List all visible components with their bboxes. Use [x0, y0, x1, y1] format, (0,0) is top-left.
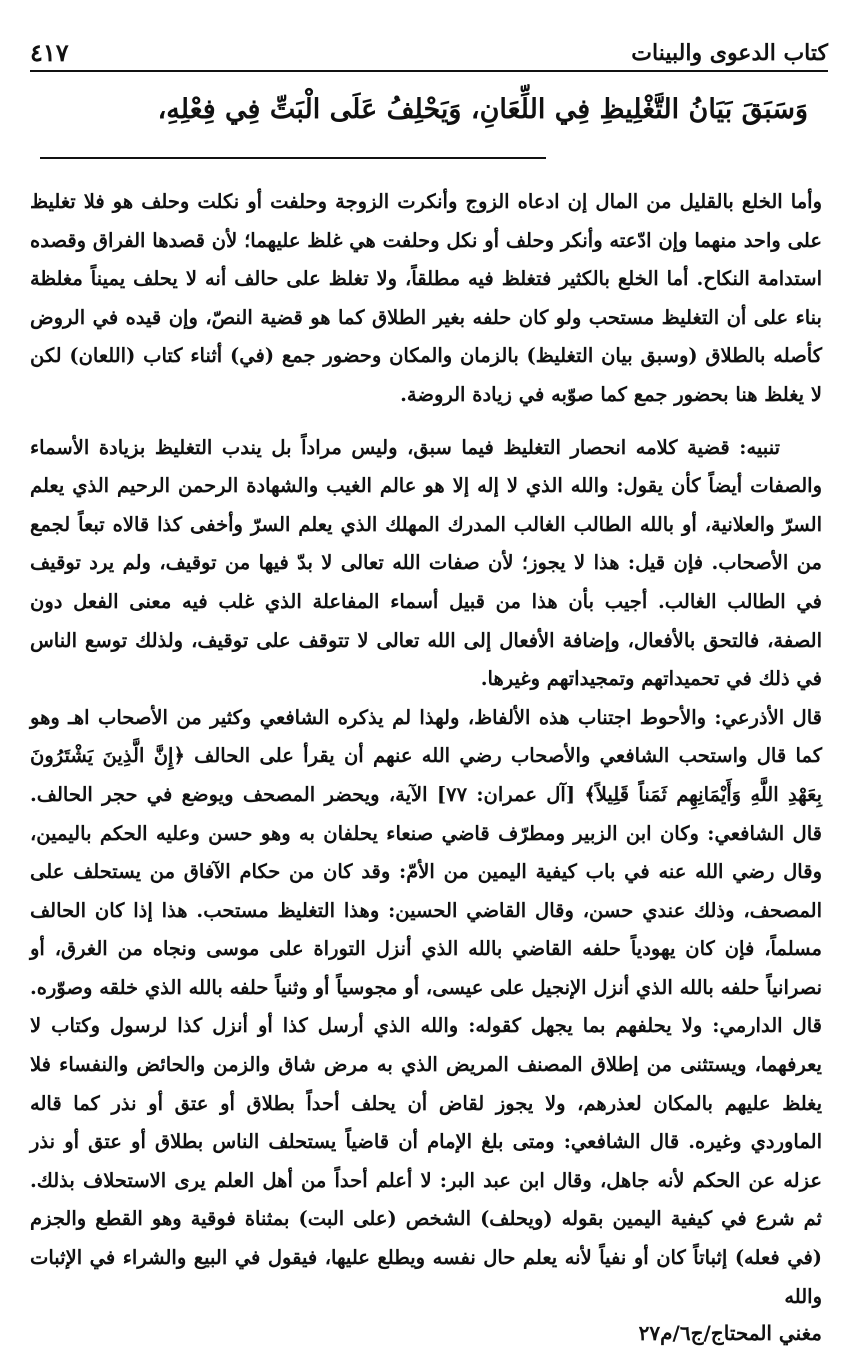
page-header: [30, 28, 828, 72]
commentary-paragraph-tanbih: تنبيه: قضية كلامه انحصار التغليظ فيما سبق، وليس مراداً بل يندب التغليظ بزيادة الأسماء والصفات أيضاً كأن يقول: والله الذي لا إله إلا هو عالم الغيب والشهادة الرحمن الرحيم الذي يعلم السرّ والعلانية، أو بالله الطالب الغالب المدرك المهلك الذي يعلم السرّ وأخفى كذا قالاه تبعاً لجمع من الأصحاب. فإن قيل: هذا لا يجوز؛ لأن صفات الله تعالى لا بدّ فيها من توقيف، ولم يرد توقيف في الطالب الغالب. أجيب بأن هذا من قبيل أسماء المفاعلة الذي غلب فيه معنى الفعل دون الصفة، فالتحق بالأفعال، وإضافة الأفعال إلى الله تعالى لا تتوقف على توقيف، ولذلك توسع الناس في ذلك في تحميداتهم وتمجيداتهم وغيرها.: [30, 435, 822, 691]
book-chapter-title: كتاب الدعوى والبينات: [631, 40, 828, 66]
commentary-paragraph-khul: وأما الخلع بالقليل من المال إن ادعاه الزوج وأنكرت الزوجة وحلفت أو نكلت وحلف هو فلا تغليظ على واحد منهما وإن ادّعته وأنكر وحلف أو نكل وحلفت هي غلظ عليهما؛ لأن قصدها الفراق وقصده استدامة النكاح. أما الخلع بالكثير فتغلظ فيه مطلقاً، ولا تغلظ على حالف أنه لا يحلف يميناً مغلظة بناء على أن التغليظ مستحب ولو كان حلفه بغير الطلاق كما هو قضية النصّ، وإن قيده في الروض كأصله بالطلاق (وسبق بيان التغليظ) بالزمان والمكان وحضور جمع (في) أثناء كتاب (اللعان) لكن لا يغلظ هنا بحضور جمع كما صوّبه في زيادة الروضة.: [30, 190, 822, 406]
matn-text: وَسَبَقَ بَيَانُ التَّغْلِيظِ فِي اللِّعَانِ، وَيَحْلِفُ عَلَى الْبَتِّ فِي فِعْلِهِ،: [157, 94, 808, 125]
commentary-paragraph-adhrai: قال الأذرعي: والأحوط اجتناب هذه الألفاظ، ولهذا لم يذكره الشافعي وكثير من الأصحاب اهـ وهو كما قال واستحب الشافعي والأصحاب رضي الله عنهم أن يقرأ على الحالف ﴿إِنَّ الَّذِينَ يَشْتَرُونَ بِعَهْدِ اللَّهِ وَأَيْمَانِهِم ثَمَناً قَلِيلاً﴾ [آل عمران: ٧٧] الآية، ويحضر المصحف ويوضع في حجر الحالف. قال الشافعي: وكان ابن الزبير ومطرّف قاضي صنعاء يحلفان به وهو حسن وعليه الحكم باليمين، وقال رضي الله عنه في باب كيفية اليمين من الأمّ: وقد كان من حكام الآفاق من يستحلف على المصحف، وذلك عندي حسن، وقال القاضي الحسين: وهذا التغليظ مستحب. هذا إذا كان الحالف مسلماً، فإن كان يهودياً حلفه القاضي بالله الذي أنزل التوراة على موسى ونجاه من الغرق، أو نصرانياً حلفه بالله الذي أنزل الإنجيل على عيسى، أو مجوسياً أو وثنياً حلفه بالله الذي خلقه وصوّره. قال الدارمي: ولا يحلفهم بما يجهل كقوله: والله الذي أرسل كذا أو أنزل كذا لرسول وكتاب لا يعرفهما، ويستثنى من إطلاق المصنف المريض الذي به مرض شاق والزمن والحائض والنفساء فلا يغلظ عليهم بالمكان لعذرهم، ولا يجوز لقاض أن يحلف أحداً بطلاق أو عتق أو نذر كما قاله الماوردي وغيره. قال الشافعي: ومتى بلغ الإمام أن قاضياً يستحلف الناس بطلاق أو عتق أو نذر عزله عن الحكم لأنه جاهل، وقال ابن عبد البر: لا أعلم أحداً من أهل العلم يرى الاستحلاف بذلك. ثم شرع في كيفية اليمين بقوله (ويحلف) الشخص (على البت) بمثناة فوقية وهو القطع والجزم (في فعله) إثباتاً كان أو نفياً لأنه يعلم حال نفسه ويطلع عليها، فيقول في البيع والشراء في الإثبات والله: [30, 705, 823, 1308]
printer-signature: مغني المحتاج/ج٦/م٢٧: [638, 1321, 822, 1345]
matn-separator-line: [40, 157, 546, 159]
commentary-body: [30, 183, 822, 1316]
page-number: ٤١٧: [30, 38, 69, 67]
